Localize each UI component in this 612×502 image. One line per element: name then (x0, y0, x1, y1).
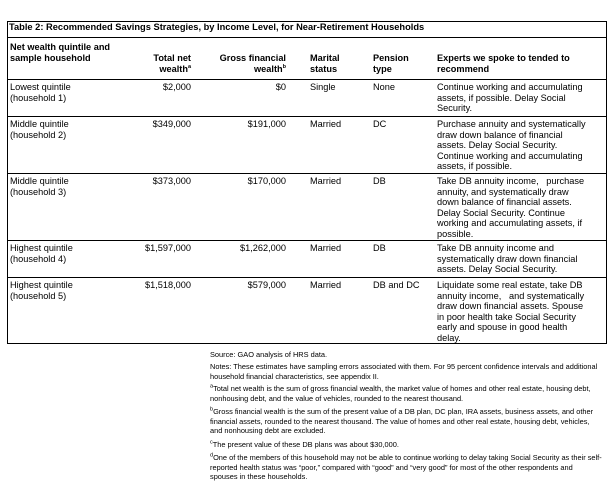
row-5-pension: DB and DC (373, 280, 420, 290)
row-2-net-wealth: $349,000 (152, 119, 191, 129)
row-divider (7, 240, 607, 241)
row-1-gross-financial: $0 (275, 82, 286, 92)
row-3-group: Middle quintile (household 3) (10, 176, 69, 197)
footnote-c: $^c$The present value of these DB plans was about $30,000. (210, 439, 399, 449)
row-divider (7, 173, 607, 174)
row-divider (7, 116, 607, 117)
row-5-marital: Married (310, 280, 342, 290)
footnote-b: $^b$Gross financial wealth is the sum of the present value of a DB plan, DC plan, IRA assets, business assets, and other financial assets, rounded to the nearest thousand. The value of homes and other real estate, housing debt, vehicles, and nonhousing debt are excluded. (210, 406, 594, 435)
row-2-recommend: Purchase annuity and systematically draw down balance of financial assets. Delay Social Security. Continue working and accumulating assets, if possible. (437, 119, 586, 172)
row-2-pension: DC (373, 119, 387, 129)
row-4-net-wealth: $1,597,000 (145, 243, 191, 253)
footnote-a: $^a$Total net wealth is the sum of gross financial wealth, the market value of homes and other real estate, housing debt, nonhousing debt, and the value of vehicles, rounded to the nearest thousand. (210, 383, 591, 403)
row-1-net-wealth: $2,000 (162, 82, 191, 92)
row-5-net-wealth: $1,518,000 (145, 280, 191, 290)
row-3-gross-financial: $170,000 (247, 176, 286, 186)
row-3-recommend: Take DB annuity income, purchase annuity, and systematically draw down balance of financial assets. Delay Social Security. Continue working and accumulating assets, if possible. (437, 176, 585, 239)
header-pension: Pension type (373, 53, 409, 74)
source-note: Source: GAO analysis of HRS data. (210, 350, 328, 359)
row-5-group: Highest quintile (household 5) (10, 280, 73, 301)
header-recommend: Experts we spoke to tended to recommend (437, 53, 570, 74)
row-divider (7, 277, 607, 278)
row-2-group: Middle quintile (household 2) (10, 119, 69, 140)
row-3-marital: Married (310, 176, 342, 186)
row-2-gross-financial: $191,000 (247, 119, 286, 129)
header-group: Net wealth quintile and sample household (10, 42, 111, 63)
row-4-group: Highest quintile (household 4) (10, 243, 73, 264)
row-1-recommend: Continue working and accumulating assets, if possible. Delay Social Security. (437, 82, 583, 114)
footnote-d: $^d$One of the members of this household may not be able to continue working to delay taking Social Security as their self-reported health status was “poor,” compared with “good” and “very good” for most of the other respondents and spouses in these households. (210, 452, 602, 481)
footnote-mark-b: b (282, 63, 286, 70)
caption-divider (7, 37, 607, 38)
general-note: Notes: These estimates have sampling errors associated with them. For 95 percent confidence intervals and additional household financial characteristics, see appendix II. (210, 362, 598, 381)
row-3-net-wealth: $373,000 (152, 176, 191, 186)
row-5-recommend: Liquidate some real estate, take DB annuity income, and systematically draw down financial assets. Spouse in poor health take Social Security early and spouse in good health delay. (437, 280, 585, 343)
row-4-recommend: Take DB annuity income and systematically draw down financial assets. Delay Social Security. (437, 243, 578, 275)
row-4-gross-financial: $1,262,000 (240, 243, 286, 253)
row-1-pension: None (373, 82, 395, 92)
row-2-marital: Married (310, 119, 342, 129)
row-1-marital: Single (310, 82, 336, 92)
header-net-wealth: Total net wealth$^a$ (153, 53, 191, 74)
row-4-marital: Married (310, 243, 342, 253)
row-5-gross-financial: $579,000 (247, 280, 286, 290)
table-caption: Table 2: Recommended Savings Strategies, by Income Level, for Near-Retirement Households (9, 22, 425, 32)
row-1-group: Lowest quintile (household 1) (10, 82, 71, 103)
header-divider (7, 79, 607, 80)
header-marital: Marital status (310, 53, 340, 74)
header-gross-financial: Gross financial wealth$^b$ (219, 53, 286, 74)
row-4-pension: DB (373, 243, 386, 253)
row-3-pension: DB (373, 176, 386, 186)
footnote-mark-a: a (187, 63, 191, 70)
